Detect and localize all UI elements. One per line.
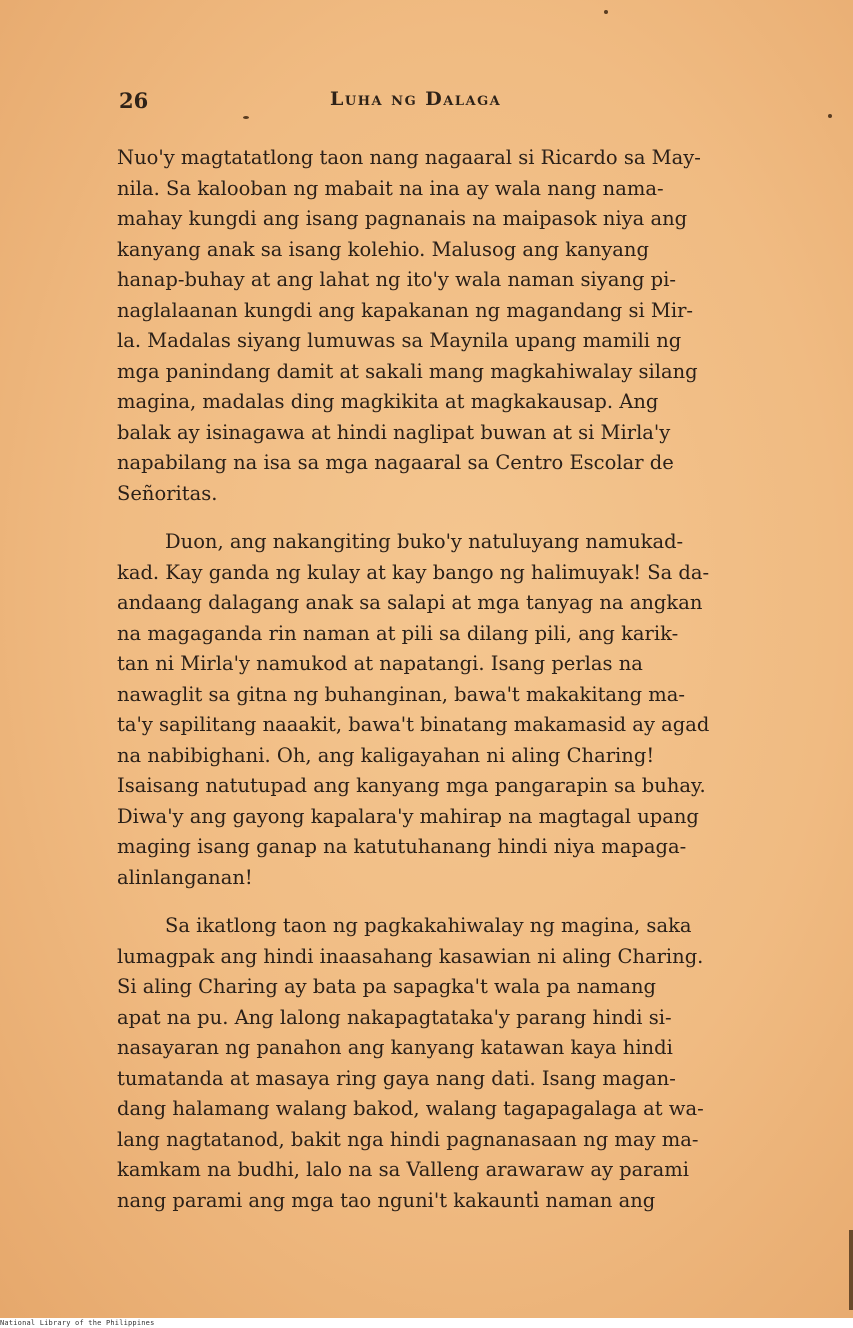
running-title: Luha ng Dalaga xyxy=(330,88,502,110)
paragraph: Nuo'y magtatatlong taon nang nagaaral si Ricardo sa May- nila. Sa kalooban ng mabait na ina ay wala nang nama- mahay kungdi ang isang pagnanais na maipasok niya ang kanyang anak sa isang kolehio. Malusog ang kanyang hanap-buhay at ang lahat ng ito'y wala naman siyang pi- naglalaanan kungdi ang kapakanan ng magandang si Mir- la. Madalas siyang lumuwas sa Maynila upang mamili ng mga panindang damit at sakali mang magkahiwalay silang magina, madalas ding magkikita at magkakausap. Ang balak ay isinagawa at hindi naglipat buwan at si Mirla'y napabilang na isa sa mga nagaaral sa Centro Escolar de Señoritas. xyxy=(117,146,701,505)
page-edge-shadow xyxy=(849,1230,853,1310)
page-number: 26 xyxy=(119,88,149,113)
body-text xyxy=(117,143,779,1216)
paragraph: Duon, ang nakangiting buko'y natuluyang namukad- kad. Kay ganda ng kulay at kay bango ng halimuyak! Sa da- andaang dalagang anak sa salapi at mga tanyag na angkan na magaganda rin naman at pili sa dilang pili, ang karik- tan ni Mirla'y namukod at napatangi. Isang perlas na nawaglit sa gitna ng buhanginan, bawa't makakitang ma- ta'y sapilitang naaakit, bawa't binatang makamasid ay agad na nabibighani. Oh, ang kaligayahan ni aling Charing! Isaisang natutupad ang kanyang mga pangarapin sa buhay. Diwa'y ang gayong kapalara'y mahirap na magtagal upang maging isang ganap na katutuhanang hindi niya mapaga- alinlanganan! xyxy=(117,530,710,889)
paragraph: Sa ikatlong taon ng pagkakahiwalay ng magina, saka lumagpak ang hindi inaasahang kasawian ni aling Charing. Si aling Charing ay bata pa sapagka't wala pa namang apat na pu. Ang lalong nakapagtataka'y parang hindi si- nasayaran ng panahon ang kanyang katawan kaya hindi tumatanda at masaya ring gaya nang dati. Isang magan- dang halamang walang bakod, walang tagapagalaga at wa- lang nagtatanod, bakit nga hindi pagnanasaan ng may ma- kamkam na budhi, lalo na sa Valleng arawaraw ay parami nang parami ang mga tao nguni't kakaunti naman ang xyxy=(117,914,704,1212)
page-header xyxy=(0,88,853,122)
ink-speck xyxy=(604,10,608,14)
library-credit: National Library of the Philippines xyxy=(0,1319,155,1327)
